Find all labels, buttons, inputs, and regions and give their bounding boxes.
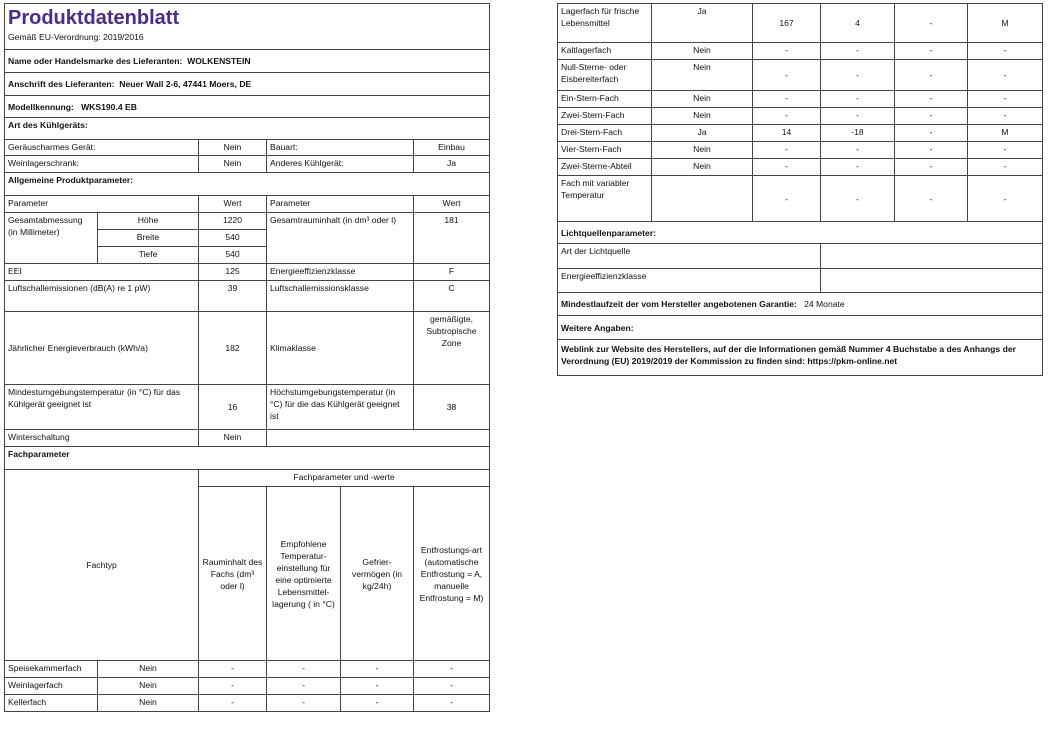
col-value-header: Wert <box>199 196 267 213</box>
light-type-value <box>821 244 1043 269</box>
depth-label: Tiefe <box>98 247 199 264</box>
light-class-label: Energieeffizienzklasse <box>558 269 821 293</box>
table-row <box>5 695 490 712</box>
energy-consumption-value: 182 <box>199 312 267 385</box>
compartment-defrost: - <box>968 176 1043 222</box>
col-param-header: Parameter <box>5 196 199 213</box>
wine-cabinet-value: Nein <box>199 156 267 173</box>
compartment-temp: - <box>821 159 895 176</box>
compartment-present: Nein <box>652 108 753 125</box>
compartment-name: Weinlagerfach <box>5 678 98 695</box>
col-type-header: Fachtyp <box>5 470 199 661</box>
energy-consumption-label: Jährlicher Energieverbrauch (kWh/a) <box>5 312 199 385</box>
compartment-freeze: - <box>895 159 968 176</box>
noise-class-value: C <box>414 281 490 312</box>
col-volume-header: Rauminhalt des Fachs (dm³ oder l) <box>199 487 267 661</box>
compartments-heading: Fachparameter <box>5 447 490 470</box>
model-value: WKS190.4 EB <box>81 101 137 112</box>
compartment-name: Vier-Stern-Fach <box>558 142 652 159</box>
compartment-volume: - <box>753 43 821 60</box>
general-heading: Allgemeine Produktparameter: <box>5 173 490 196</box>
table-row <box>558 125 1043 142</box>
eei-label: EEI <box>5 264 199 281</box>
climate-class-value: gemäßigte, Subtropische Zone <box>414 312 490 385</box>
energy-class-value: F <box>414 264 490 281</box>
warranty-row <box>558 293 1043 316</box>
compartment-freeze: - <box>895 91 968 108</box>
noise-value: 39 <box>199 281 267 312</box>
winter-label: Winterschaltung <box>5 430 199 447</box>
compartment-temp: -18 <box>821 125 895 142</box>
width-value: 540 <box>199 230 267 247</box>
low-noise-value: Nein <box>199 140 267 156</box>
compartment-volume: - <box>753 176 821 222</box>
winter-empty <box>267 430 490 447</box>
table-row <box>558 142 1043 159</box>
compartment-freeze: - <box>341 661 414 678</box>
compartment-defrost: - <box>968 43 1043 60</box>
compartment-present: Nein <box>98 695 199 712</box>
compartment-volume: - <box>199 695 267 712</box>
compartment-present: Nein <box>652 43 753 60</box>
compartment-name: Zwei-Stern-Fach <box>558 108 652 125</box>
supplier-name-row <box>5 50 490 73</box>
max-temp-value: 38 <box>414 385 490 430</box>
compartment-temp: - <box>821 60 895 91</box>
compartment-temp: - <box>821 43 895 60</box>
climate-class-label: Klimaklasse <box>267 312 414 385</box>
compartment-temp: - <box>821 91 895 108</box>
title-cell <box>5 4 490 50</box>
compartment-name: Kellerfach <box>5 695 98 712</box>
other-device-label: Anderes Kühlgerät: <box>267 156 414 173</box>
compartment-present: Nein <box>652 60 753 91</box>
table-row <box>558 159 1043 176</box>
product-sheet-right <box>557 3 1043 376</box>
compartment-name: Kaltlagerfach <box>558 43 652 60</box>
design-label: Bauart: <box>267 140 414 156</box>
light-type-label: Art der Lichtquelle <box>558 244 821 269</box>
compartment-temp: - <box>821 108 895 125</box>
compartment-temp: - <box>267 661 341 678</box>
table-row <box>558 108 1043 125</box>
table-row <box>5 678 490 695</box>
compartment-freeze: - <box>895 43 968 60</box>
compartment-temp: - <box>267 695 341 712</box>
light-heading: Lichtquellenparameter: <box>558 222 1043 244</box>
volume-value: 181 <box>414 213 490 264</box>
volume-label: Gesamtrauminhalt (in dm³ oder l) <box>267 213 414 264</box>
winter-value: Nein <box>199 430 267 447</box>
model-row <box>5 96 490 118</box>
compartment-volume: - <box>753 142 821 159</box>
compartment-temp: - <box>821 142 895 159</box>
low-noise-label: Geräuscharmes Gerät: <box>5 140 199 156</box>
compartment-freeze: - <box>341 695 414 712</box>
compartment-name: Speisekammerfach <box>5 661 98 678</box>
min-temp-value: 16 <box>199 385 267 430</box>
noise-class-label: Luftschallemissionsklasse <box>267 281 414 312</box>
col-temp-header: Empfohlene Temperatur-einstellung für eine optimierte Lebensmittel-lagerung ( in °C) <box>267 487 341 661</box>
compartment-present: Ja <box>652 125 753 142</box>
compartment-present: Nein <box>98 661 199 678</box>
compartment-name: Fach mit variabler Temperatur <box>558 176 652 222</box>
wine-cabinet-label: Weinlagerschrank: <box>5 156 199 173</box>
compartment-freeze: - <box>895 60 968 91</box>
col-freeze-header: Gefrier-vermögen (in kg/24h) <box>341 487 414 661</box>
table-row <box>558 43 1043 60</box>
compartment-name: Ein-Stern-Fach <box>558 91 652 108</box>
compartment-present: Nein <box>652 159 753 176</box>
regulation-text: Gemäß EU-Verordnung: 2019/2016 <box>8 32 144 42</box>
compartment-freeze: - <box>895 4 968 43</box>
compartment-name: Lagerfach für frische Lebensmittel <box>558 4 652 43</box>
design-value: Einbau <box>414 140 490 156</box>
depth-value: 540 <box>199 247 267 264</box>
compartment-freeze: - <box>341 678 414 695</box>
col-param-header-2: Parameter <box>267 196 414 213</box>
compartment-temp: 4 <box>821 4 895 43</box>
compartment-temp: - <box>267 678 341 695</box>
group-header: Fachparameter und -werte <box>199 470 490 487</box>
compartment-volume: 167 <box>753 4 821 43</box>
height-value: 1220 <box>199 213 267 230</box>
compartment-volume: - <box>753 108 821 125</box>
page-title: Produktdatenblatt <box>8 7 180 29</box>
compartment-defrost: - <box>414 695 490 712</box>
compartment-volume: - <box>753 60 821 91</box>
further-heading: Weitere Angaben: <box>558 316 1043 340</box>
compartment-freeze: - <box>895 142 968 159</box>
height-label: Höhe <box>98 213 199 230</box>
width-label: Breite <box>98 230 199 247</box>
compartment-defrost: - <box>414 678 490 695</box>
compartment-volume: 14 <box>753 125 821 142</box>
compartment-present: Nein <box>652 142 753 159</box>
compartment-defrost: - <box>968 142 1043 159</box>
compartment-defrost: - <box>968 91 1043 108</box>
compartment-defrost: - <box>968 60 1043 91</box>
warranty-label: Mindestlaufzeit der vom Hersteller angebotenen Garantie: <box>561 299 797 309</box>
col-defrost-header: Entfrostungs-art (automatische Entfrostung = A, manuelle Entfrostung = M) <box>414 487 490 661</box>
supplier-name-value: WOLKENSTEIN <box>187 56 251 66</box>
compartment-temp: - <box>821 176 895 222</box>
supplier-name-label: Name oder Handelsmarke des Lieferanten: <box>8 56 183 66</box>
compartment-name: Drei-Stern-Fach <box>558 125 652 142</box>
other-device-value: Ja <box>414 156 490 173</box>
col-value-header-2: Wert <box>414 196 490 213</box>
compartment-defrost: M <box>968 125 1043 142</box>
compartment-present: Nein <box>98 678 199 695</box>
table-row <box>558 176 1043 222</box>
supplier-address-value: Neuer Wall 2-6, 47441 Moers, DE <box>119 79 252 89</box>
compartment-volume: - <box>753 91 821 108</box>
table-row <box>558 60 1043 91</box>
supplier-address-row <box>5 73 490 96</box>
compartment-defrost: - <box>968 159 1043 176</box>
table-row <box>558 91 1043 108</box>
compartment-defrost: M <box>968 4 1043 43</box>
table-row <box>5 661 490 678</box>
compartment-freeze: - <box>895 176 968 222</box>
compartment-volume: - <box>199 661 267 678</box>
compartment-defrost: - <box>968 108 1043 125</box>
light-class-value <box>821 269 1043 293</box>
table-row <box>558 4 1043 43</box>
compartment-present: Nein <box>652 91 753 108</box>
energy-class-label: Energieeffizienzklasse <box>267 264 414 281</box>
max-temp-label: Höchstumgebungstemperatur (in °C) für die das Kühlgerät geeignet ist <box>267 385 414 430</box>
dims-label: Gesamtabmessung (in Millimeter) <box>5 213 98 264</box>
compartment-name: Zwei-Sterne-Abteil <box>558 159 652 176</box>
compartment-volume: - <box>199 678 267 695</box>
supplier-address-label: Anschrift des Lieferanten: <box>8 79 115 89</box>
model-label: Modellkennung: <box>8 101 74 112</box>
product-sheet-left <box>4 3 490 712</box>
weblink-text: Weblink zur Website des Herstellers, auf der die Informationen gemäß Nummer 4 Buchstabe a des Anhangs der Verordnung (EU) 2019/2019 der Kommission zu finden sind: https://pkm-online.net <box>558 340 1043 376</box>
compartment-defrost: - <box>414 661 490 678</box>
noise-label: Luftschallemissionen (dB(A) re 1 pW) <box>5 281 199 312</box>
compartment-freeze: - <box>895 108 968 125</box>
compartment-name: Null-Sterne- oder Eisbereiterfach <box>558 60 652 91</box>
device-type-heading: Art des Kühlgeräts: <box>5 118 490 140</box>
compartment-volume: - <box>753 159 821 176</box>
eei-value: 125 <box>199 264 267 281</box>
compartment-present: Ja <box>652 4 753 43</box>
min-temp-label: Mindestumgebungstemperatur (in °C) für das Kühlgerät geeignet ist <box>5 385 199 430</box>
compartment-freeze: - <box>895 125 968 142</box>
warranty-value: 24 Monate <box>804 299 845 309</box>
compartment-present <box>652 176 753 222</box>
